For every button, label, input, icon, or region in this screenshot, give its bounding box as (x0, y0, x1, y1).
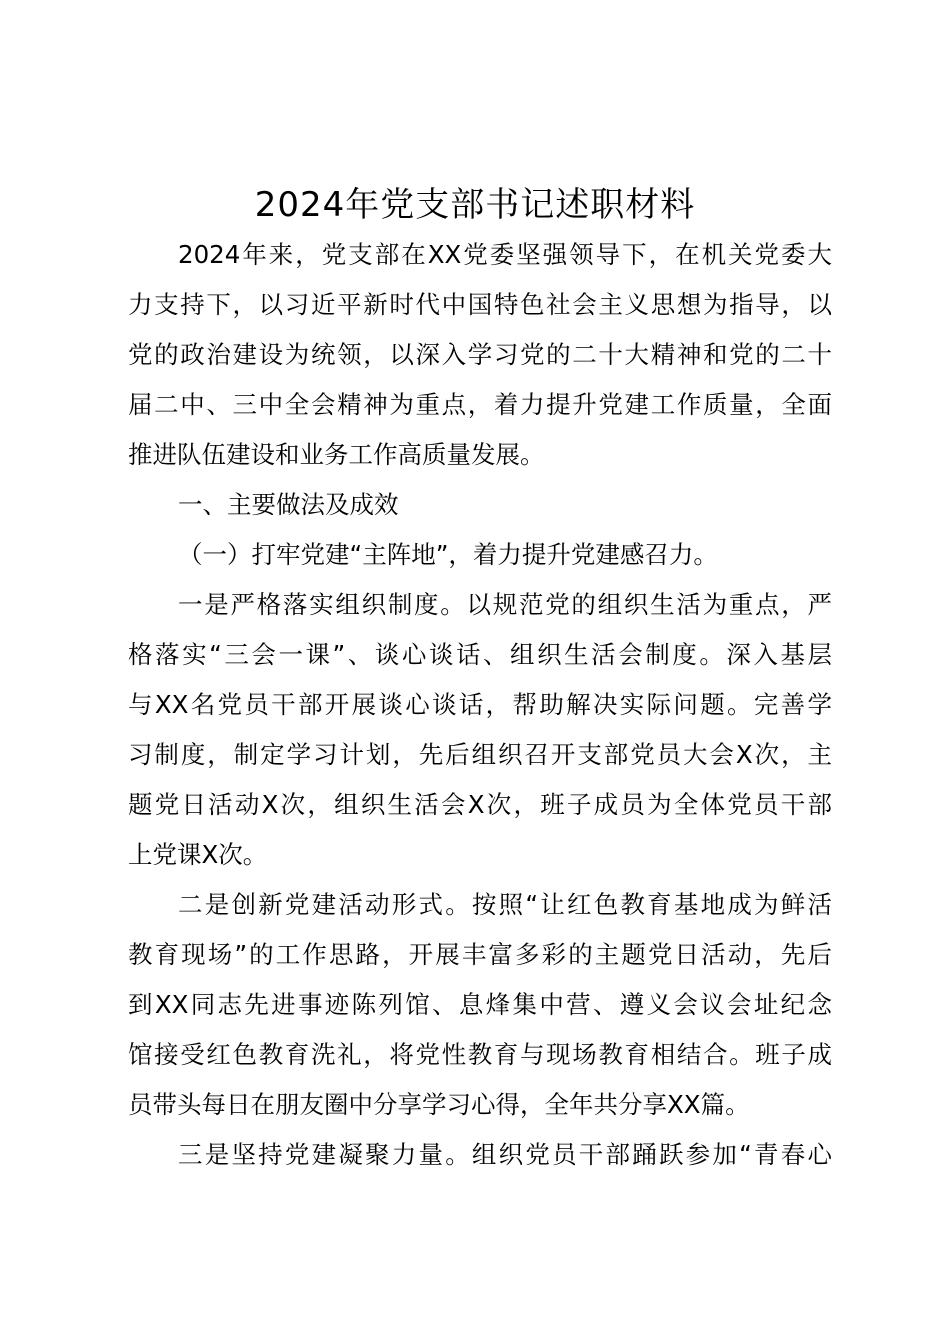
paragraph-line: 员带头每日在朋友圈中分享学习心得，全年共分享XX篇。 (128, 1090, 750, 1119)
paragraph-line: 推进队伍建设和业务工作高质量发展。 (128, 440, 545, 469)
paragraph-line: 教育现场”的工作思路，开展丰富多彩的主题党日活动，先后 (128, 940, 832, 969)
section-heading: 一、主要做法及成效 (178, 490, 399, 519)
paragraph-line: 与XX名党员干部开展谈心谈话，帮助解决实际问题。完善学 (128, 690, 832, 719)
subsection-heading: （一）打牢党建“主阵地”，着力提升党建感召力。 (178, 540, 718, 569)
paragraph-line: 上党课X次。 (128, 840, 268, 869)
paragraph-line: 党的政治建设为统领，以深入学习党的二十大精神和党的二十 (128, 340, 832, 369)
paragraph-line: 格落实“三会一课”、谈心谈话、组织生活会制度。深入基层 (128, 640, 832, 669)
paragraph-line: 2024年来，党支部在XX党委坚强领导下，在机关党委大 (178, 240, 832, 269)
paragraph-line: 到XX同志先进事迹陈列馆、息烽集中营、遵义会议会址纪念 (128, 990, 832, 1019)
paragraph-line: 三是坚持党建凝聚力量。组织党员干部踊跃参加“青春心 (178, 1140, 832, 1169)
paragraph-line: 届二中、三中全会精神为重点，着力提升党建工作质量，全面 (128, 390, 832, 419)
paragraph-line: 一是严格落实组织制度。以规范党的组织生活为重点，严 (178, 590, 832, 619)
paragraph-line: 馆接受红色教育洗礼，将党性教育与现场教育相结合。班子成 (128, 1040, 832, 1069)
paragraph-line: 二是创新党建活动形式。按照“让红色教育基地成为鲜活 (178, 890, 832, 919)
paragraph-line: 习制度，制定学习计划，先后组织召开支部党员大会X次，主 (128, 740, 832, 769)
document-title: 2024年党支部书记述职材料 (254, 185, 696, 225)
paragraph-line: 力支持下，以习近平新时代中国特色社会主义思想为指导，以 (128, 290, 832, 319)
paragraph-line: 题党日活动X次，组织生活会X次，班子成员为全体党员干部 (128, 790, 832, 819)
